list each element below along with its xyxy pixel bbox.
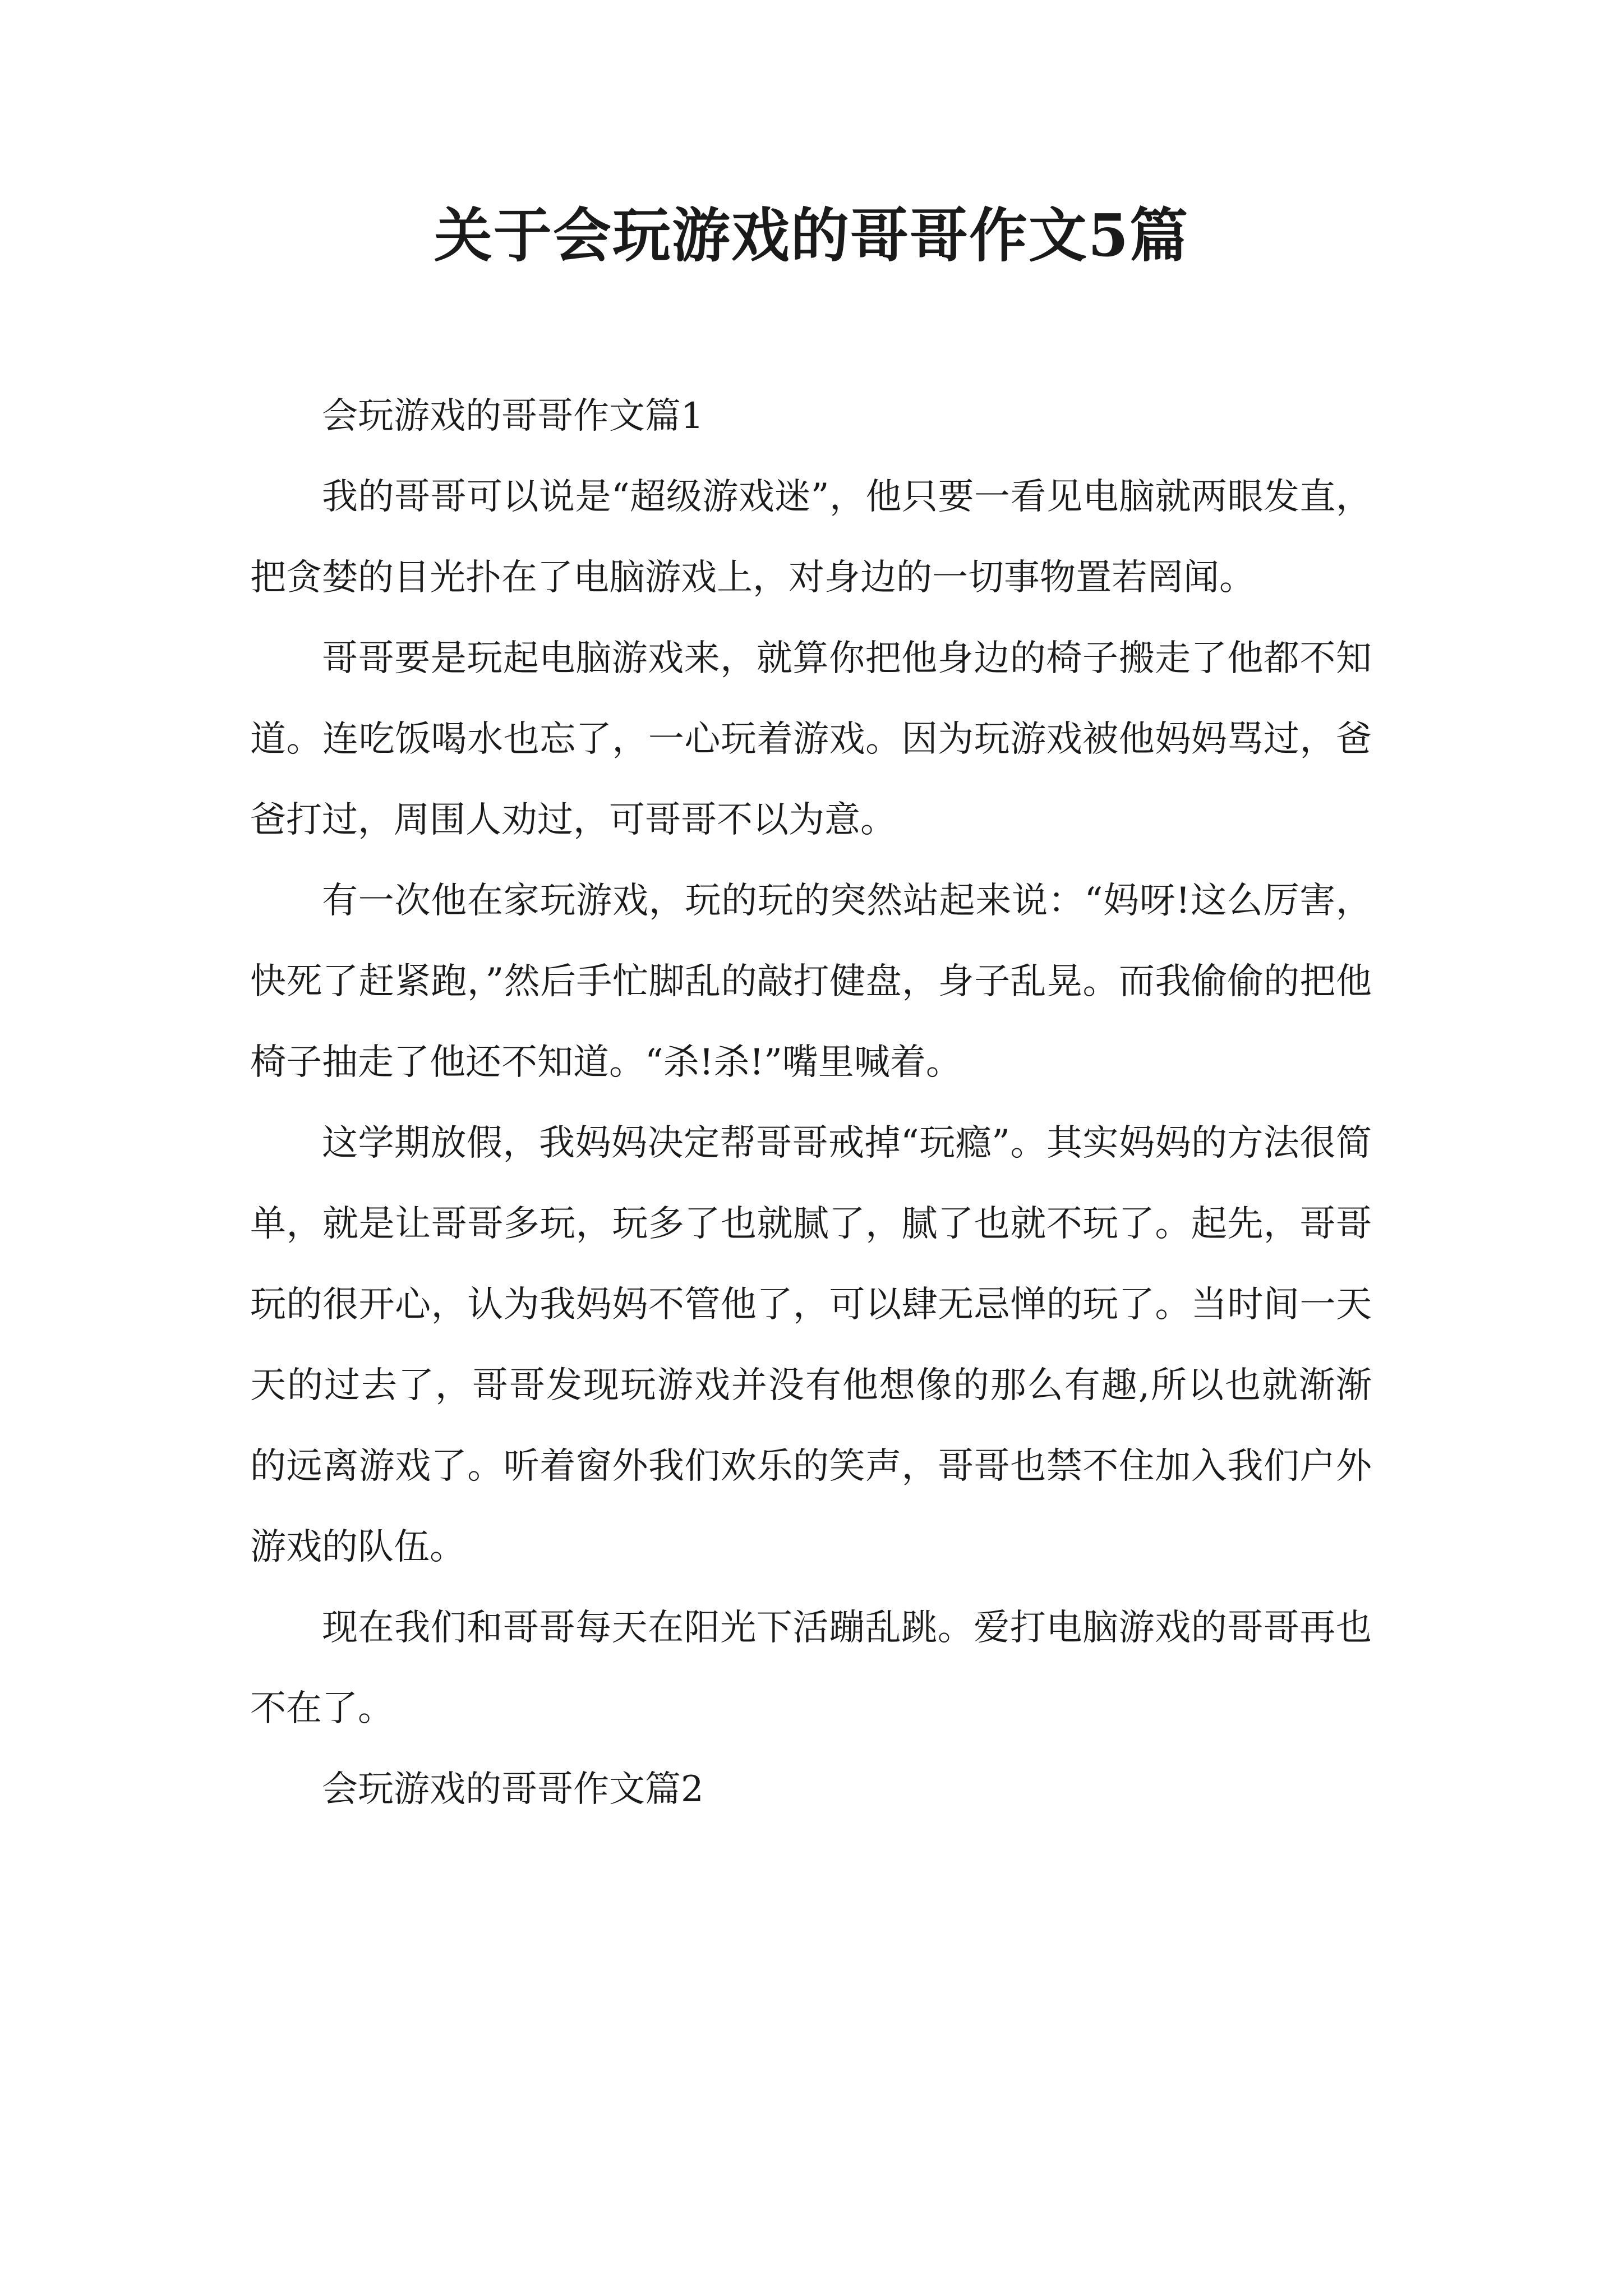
document-title: 关于会玩游戏的哥哥作文5篇 [434, 201, 1189, 270]
paragraph-5: 现在我们和哥哥每天在阳光下活蹦乱跳。爱打电脑游戏的哥哥再也不在了。 [250, 1607, 1372, 1729]
section-heading-1: 会玩游戏的哥哥作文篇1 [322, 395, 704, 437]
paragraph-2: 哥哥要是玩起电脑游戏来，就算你把他身边的椅子搬走了他都不知道。连吃饭喝水也忘了，一心玩着游戏。因为玩游戏被他妈妈骂过，爸爸打过，周围人劝过，可哥哥不以为意。 [250, 638, 1372, 841]
paragraph-3: 有一次他在家玩游戏，玩的玩的突然站起来说：“妈呀!这么厉害，快死了赶紧跑，”然后手忙脚乱的敲打健盘，身子乱晃。而我偷偷的把他椅子抽走了他还不知道。“杀!杀!”嘴里喊着。 [250, 880, 1372, 1083]
document-body [250, 376, 1372, 1830]
section-heading-2: 会玩游戏的哥哥作文篇2 [322, 1769, 704, 1810]
paragraph-1: 我的哥哥可以说是“超级游戏迷”，他只要一看见电脑就两眼发直，把贪婪的目光扑在了电脑游戏上，对身边的一切事物置若罔闻。 [250, 476, 1372, 599]
paragraph-4: 这学期放假，我妈妈决定帮哥哥戒掉“玩瘾”。其实妈妈的方法很简单，就是让哥哥多玩，玩多了也就腻了，腻了也就不玩了。起先，哥哥玩的很开心，认为我妈妈不管他了，可以肆无忌惮的玩了。当时间一天天的过去了，哥哥发现玩游戏并没有他想像的那么有趣,所以也就渐渐的远离游戏了。听着窗外我们欢乐的笑声，哥哥也禁不住加入我们户外游戏的队伍。 [250, 1122, 1372, 1568]
